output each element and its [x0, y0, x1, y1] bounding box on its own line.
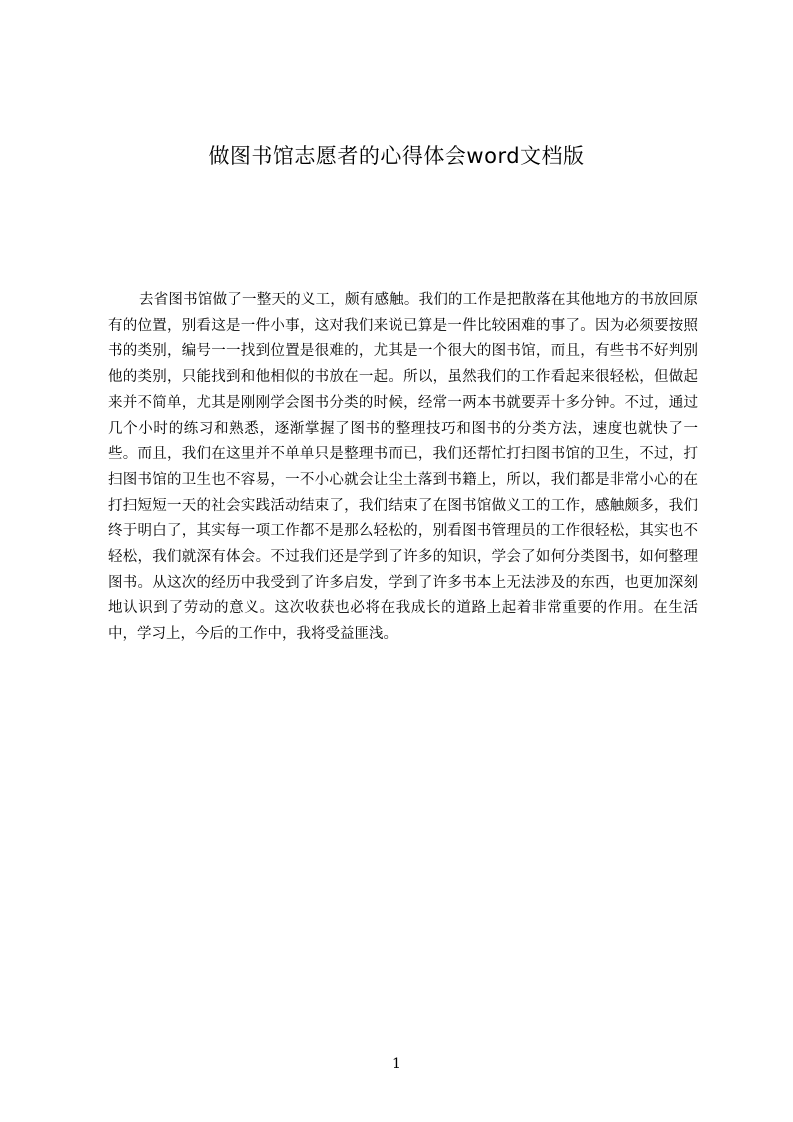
page-number: 1 [392, 1056, 401, 1072]
document-title: 做图书馆志愿者的心得体会word文档版 [208, 144, 585, 168]
body-paragraph: 去省图书馆做了一整天的义工，颇有感触。我们的工作是把散落在其他地方的书放回原有的位置，别看这是一件小事，这对我们来说已算是一件比较困难的事了。因为必须要按照书的类别，编号一一找到位置是很难的，尤其是一个很大的图书馆，而且，有些书不好判别他的类别，只能找到和他相似的书放在一起。所以，虽然我们的工作看起来很轻松，但做起来并不简单，尤其是刚刚学会图书分类的时候，经常一两本书就要弄十多分钟。不过，通过几个小时的练习和熟悉，逐渐掌握了图书的整理技巧和图书的分类方法，速度也就快了一些。而且，我们在这里并不单单只是整理书而已，我们还帮忙打扫图书馆的卫生，不过，打扫图书馆的卫生也不容易，一不小心就会让尘土落到书籍上，所以，我们都是非常小心的在打扫短短一天的社会实践活动结束了，我们结束了在图书馆做义工的工作，感触颇多，我们终于明白了，其实每一项工作都不是那么轻松的，别看图书管理员的工作很轻松，其实也不轻松，我们就深有体会。不过我们还是学到了许多的知识，学会了如何分类图书，如何整理图书。从这次的经历中我受到了许多启发，学到了许多书本上无法涉及的东西，也更加深刻地认识到了劳动的意义。这次收获也必将在我成长的道路上起着非常重要的作用。在生活中，学习上，今后的工作中，我将受益匪浅。 [108, 292, 698, 643]
